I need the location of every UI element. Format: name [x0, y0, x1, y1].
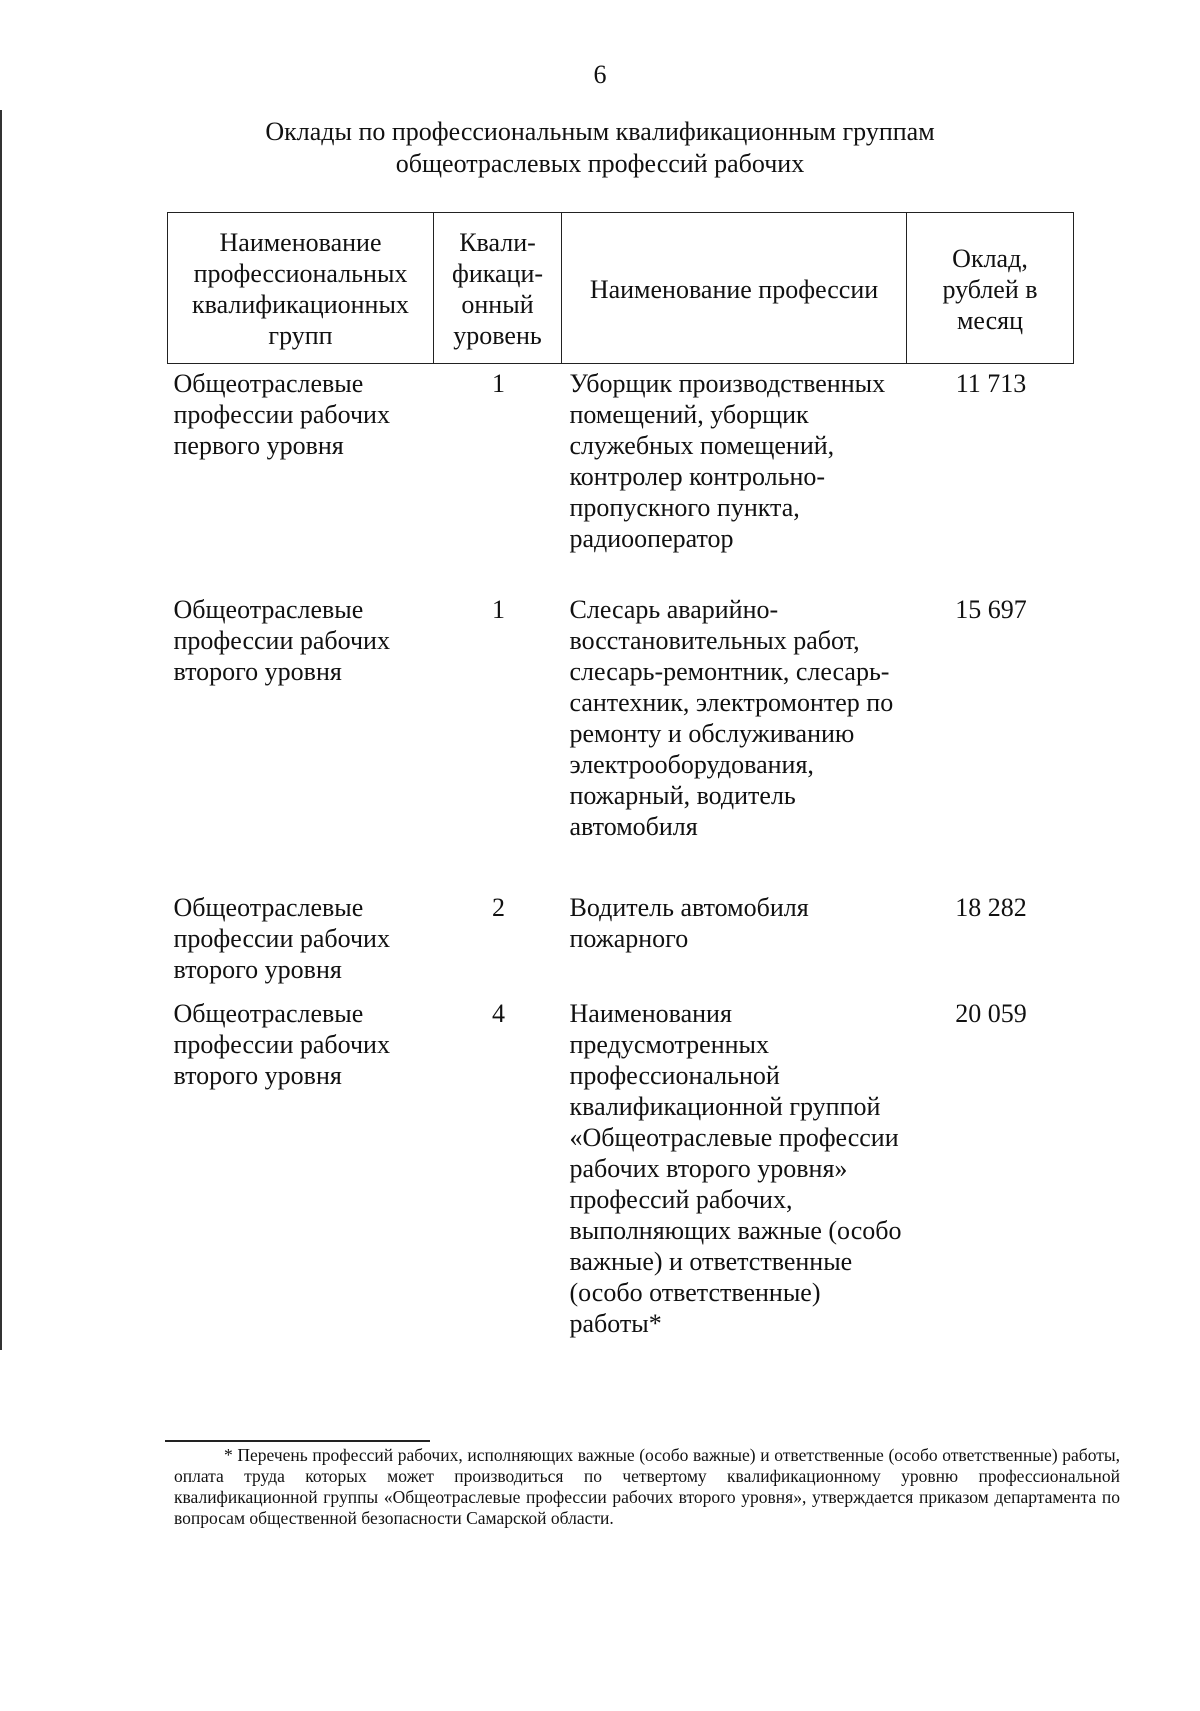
cell-profession: Уборщик производственных помещений, уборщик служебных помещений, контролер контрольно-пропускного пункта, радиооператор	[569, 369, 886, 553]
cell-group: Общеотраслевые профессии рабочих второго уровня	[173, 999, 390, 1090]
header-group: Наименование профессиональных квалификационных групп	[168, 213, 434, 364]
page-number: 6	[593, 60, 607, 89]
cell-salary: 20 059	[955, 999, 1027, 1028]
page-edge-line	[0, 110, 2, 1350]
cell-level: 1	[492, 595, 505, 624]
cell-salary: 18 282	[955, 893, 1027, 922]
cell-salary: 15 697	[955, 595, 1027, 624]
header-profession: Наименование профессии	[562, 213, 907, 364]
table-row	[168, 998, 1074, 1339]
title-line-1: Оклады по профессиональным квалификационным группам	[265, 117, 935, 146]
cell-level: 1	[492, 369, 505, 398]
table-row	[168, 594, 1074, 892]
cell-profession: Слесарь аварийно-восстановительных работ, слесарь-ремонтник, слесарь-сантехник, электромонтер по ремонту и обслуживанию электрооборудования, пожарный, водитель автомобиля	[569, 595, 894, 841]
header-level: Квали-фикаци-онный уровень	[434, 213, 562, 364]
cell-group: Общеотраслевые профессии рабочих второго уровня	[173, 595, 390, 686]
header-salary: Оклад, рублей в месяц	[907, 213, 1074, 364]
cell-salary: 11 713	[955, 369, 1027, 398]
footnote: * Перечень профессий рабочих, исполняющих важные (особо важные) и ответственные (особо ответственные) работы, оплата труда которых может производиться по четвертому квалификационному уровню профессиональной квалификационной группы «Общеотраслевые профессии рабочих второго уровня», утверждается приказом департамента по вопросам общественной безопасности Самарской области.	[174, 1445, 1120, 1528]
cell-profession: Водитель автомобиля пожарного	[569, 893, 809, 953]
footnote-divider	[165, 1440, 430, 1442]
cell-level: 4	[492, 999, 505, 1028]
cell-group: Общеотраслевые профессии рабочих второго уровня	[173, 893, 390, 984]
table-row	[168, 892, 1074, 998]
salary-table	[167, 212, 1074, 1339]
table-header	[168, 213, 1074, 364]
cell-profession: Наименования предусмотренных профессиональной квалификационной группой «Общеотраслевые профессии рабочих второго уровня» профессий рабочих, выполняющих важные (особо важные) и ответственные (особо ответственные) работы*	[569, 999, 902, 1338]
title-line-2: общеотраслевых профессий рабочих	[395, 149, 805, 178]
cell-group: Общеотраслевые профессии рабочих первого уровня	[173, 369, 390, 460]
table-row	[168, 364, 1074, 595]
header-row	[168, 213, 1074, 364]
cell-level: 2	[492, 893, 505, 922]
document-title	[0, 116, 1200, 180]
table-body	[168, 364, 1074, 1340]
